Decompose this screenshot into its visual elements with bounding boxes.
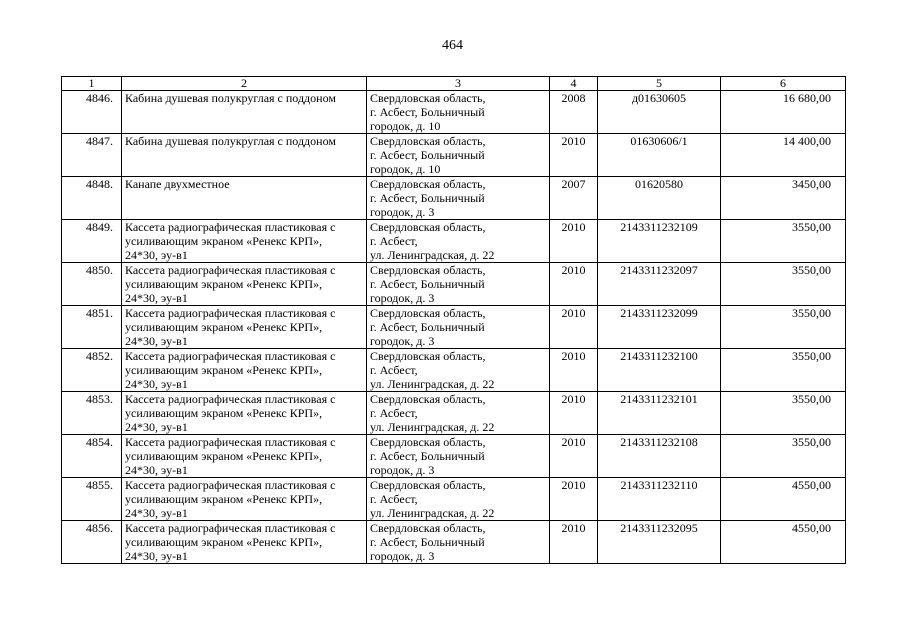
- address-cell-line: Свердловская область,: [370, 435, 486, 449]
- address-cell-line: г. Асбест, Больничный: [370, 105, 485, 119]
- address-cell: [367, 263, 550, 306]
- year-cell: 2010: [550, 435, 598, 478]
- row-number-cell: 4852.: [62, 349, 122, 392]
- table-row: [62, 306, 846, 349]
- year-cell: 2010: [550, 349, 598, 392]
- item-name-cell-line: 24*30, эу-в1: [125, 334, 188, 348]
- address-cell-line: Свердловская область,: [370, 349, 486, 363]
- year-cell: 2010: [550, 392, 598, 435]
- year-cell: 2010: [550, 521, 598, 564]
- item-name-cell-line: 24*30, эу-в1: [125, 549, 188, 563]
- cost-cell: 3550,00: [721, 220, 846, 263]
- property-table: [61, 76, 846, 564]
- item-name-cell-line: Кассета радиографическая пластиковая с: [125, 263, 336, 277]
- address-cell: [367, 306, 550, 349]
- item-name-cell-line: Кабина душевая полукруглая с поддоном: [125, 134, 336, 148]
- item-name-cell-line: Кабина душевая полукруглая с поддоном: [125, 91, 336, 105]
- item-name-cell-line: Кассета радиографическая пластиковая с: [125, 306, 336, 320]
- column-header: 4: [550, 77, 598, 91]
- item-name-cell-line: усиливающим экраном «Ренекс КРП»,: [125, 363, 323, 377]
- item-name-cell-line: Кассета радиографическая пластиковая с: [125, 220, 336, 234]
- item-name-cell-line: 24*30, эу-в1: [125, 291, 188, 305]
- item-name-cell-line: усиливающим экраном «Ренекс КРП»,: [125, 535, 323, 549]
- inventory-number-cell: 2143311232100: [598, 349, 721, 392]
- year-cell: 2010: [550, 220, 598, 263]
- page-number: 464: [442, 38, 463, 53]
- column-header: 1: [62, 77, 122, 91]
- address-cell-line: ул. Ленинградская, д. 22: [370, 506, 495, 520]
- address-cell-line: городок, д. 3: [370, 205, 435, 219]
- cost-cell: 3550,00: [721, 392, 846, 435]
- item-name-cell-line: усиливающим экраном «Ренекс КРП»,: [125, 277, 323, 291]
- address-cell-line: городок, д. 3: [370, 463, 435, 477]
- address-cell-line: г. Асбест,: [370, 234, 418, 248]
- item-name-cell-line: Кассета радиографическая пластиковая с: [125, 435, 336, 449]
- table-row: [62, 392, 846, 435]
- address-cell: [367, 521, 550, 564]
- row-number-cell: 4853.: [62, 392, 122, 435]
- item-name-cell-line: усиливающим экраном «Ренекс КРП»,: [125, 449, 323, 463]
- item-name-cell-line: Кассета радиографическая пластиковая с: [125, 521, 336, 535]
- item-name-cell: [122, 263, 367, 306]
- item-name-cell: [122, 435, 367, 478]
- item-name-cell-line: усиливающим экраном «Ренекс КРП»,: [125, 234, 323, 248]
- inventory-number-cell: 2143311232097: [598, 263, 721, 306]
- address-cell: [367, 478, 550, 521]
- address-cell-line: городок, д. 10: [370, 119, 441, 133]
- table-row: [62, 349, 846, 392]
- address-cell-line: Свердловская область,: [370, 134, 486, 148]
- item-name-cell-line: Канапе двухместное: [125, 177, 230, 191]
- address-cell-line: г. Асбест, Больничный: [370, 320, 485, 334]
- item-name-cell: [122, 349, 367, 392]
- year-cell: 2010: [550, 306, 598, 349]
- address-cell-line: г. Асбест,: [370, 363, 418, 377]
- cost-cell: 3450,00: [721, 177, 846, 220]
- address-cell-line: ул. Ленинградская, д. 22: [370, 420, 495, 434]
- cost-cell: 3550,00: [721, 263, 846, 306]
- row-number-cell: 4846.: [62, 91, 122, 134]
- row-number-cell: 4851.: [62, 306, 122, 349]
- address-cell-line: г. Асбест,: [370, 406, 418, 420]
- item-name-cell-line: 24*30, эу-в1: [125, 463, 188, 477]
- address-cell-line: городок, д. 3: [370, 334, 435, 348]
- address-cell: [367, 349, 550, 392]
- item-name-cell: [122, 478, 367, 521]
- address-cell-line: городок, д. 3: [370, 549, 435, 563]
- row-number-cell: 4847.: [62, 134, 122, 177]
- year-cell: 2010: [550, 478, 598, 521]
- item-name-cell: [122, 392, 367, 435]
- cost-cell: 3550,00: [721, 306, 846, 349]
- inventory-number-cell: 2143311232099: [598, 306, 721, 349]
- address-cell-line: г. Асбест, Больничный: [370, 535, 485, 549]
- item-name-cell-line: Кассета радиографическая пластиковая с: [125, 478, 336, 492]
- address-cell-line: ул. Ленинградская, д. 22: [370, 377, 495, 391]
- address-cell-line: Свердловская область,: [370, 306, 486, 320]
- item-name-cell: [122, 521, 367, 564]
- row-number-cell: 4849.: [62, 220, 122, 263]
- column-header: 2: [122, 77, 367, 91]
- header-row: [62, 77, 846, 91]
- address-cell-line: Свердловская область,: [370, 478, 486, 492]
- inventory-number-cell: 2143311232108: [598, 435, 721, 478]
- address-cell-line: Свердловская область,: [370, 91, 486, 105]
- item-name-cell-line: 24*30, эу-в1: [125, 506, 188, 520]
- address-cell-line: г. Асбест, Больничный: [370, 191, 485, 205]
- row-number-cell: 4850.: [62, 263, 122, 306]
- year-cell: 2010: [550, 263, 598, 306]
- inventory-number-cell: 2143311232095: [598, 521, 721, 564]
- year-cell: 2007: [550, 177, 598, 220]
- table-row: [62, 177, 846, 220]
- item-name-cell-line: усиливающим экраном «Ренекс КРП»,: [125, 492, 323, 506]
- column-header: 5: [598, 77, 721, 91]
- address-cell: [367, 392, 550, 435]
- address-cell-line: Свердловская область,: [370, 392, 486, 406]
- item-name-cell: [122, 177, 367, 220]
- cost-cell: 3550,00: [721, 349, 846, 392]
- item-name-cell-line: 24*30, эу-в1: [125, 420, 188, 434]
- address-cell-line: городок, д. 3: [370, 291, 435, 305]
- inventory-number-cell: 01620580: [598, 177, 721, 220]
- cost-cell: 4550,00: [721, 521, 846, 564]
- item-name-cell-line: 24*30, эу-в1: [125, 248, 188, 262]
- address-cell-line: ул. Ленинградская, д. 22: [370, 248, 495, 262]
- table-row: [62, 134, 846, 177]
- address-cell: [367, 177, 550, 220]
- cost-cell: 14 400,00: [721, 134, 846, 177]
- inventory-number-cell: 2143311232109: [598, 220, 721, 263]
- inventory-number-cell: 2143311232110: [598, 478, 721, 521]
- year-cell: 2008: [550, 91, 598, 134]
- item-name-cell: [122, 220, 367, 263]
- item-name-cell-line: 24*30, эу-в1: [125, 377, 188, 391]
- address-cell-line: городок, д. 10: [370, 162, 441, 176]
- cost-cell: 4550,00: [721, 478, 846, 521]
- address-cell: [367, 435, 550, 478]
- cost-cell: 16 680,00: [721, 91, 846, 134]
- column-header: 3: [367, 77, 550, 91]
- address-cell-line: Свердловская область,: [370, 220, 486, 234]
- item-name-cell-line: усиливающим экраном «Ренекс КРП»,: [125, 320, 323, 334]
- item-name-cell: [122, 134, 367, 177]
- year-cell: 2010: [550, 134, 598, 177]
- item-name-cell-line: Кассета радиографическая пластиковая с: [125, 349, 336, 363]
- cost-cell: 3550,00: [721, 435, 846, 478]
- table-body: [62, 91, 846, 564]
- inventory-number-cell: д01630605: [598, 91, 721, 134]
- item-name-cell: [122, 91, 367, 134]
- address-cell-line: Свердловская область,: [370, 177, 486, 191]
- table-row: [62, 263, 846, 306]
- row-number-cell: 4855.: [62, 478, 122, 521]
- table-row: [62, 220, 846, 263]
- row-number-cell: 4848.: [62, 177, 122, 220]
- address-cell: [367, 134, 550, 177]
- table-row: [62, 435, 846, 478]
- item-name-cell: [122, 306, 367, 349]
- table-row: [62, 91, 846, 134]
- table-row: [62, 478, 846, 521]
- row-number-cell: 4854.: [62, 435, 122, 478]
- row-number-cell: 4856.: [62, 521, 122, 564]
- address-cell-line: Свердловская область,: [370, 263, 486, 277]
- table-row: [62, 521, 846, 564]
- item-name-cell-line: Кассета радиографическая пластиковая с: [125, 392, 336, 406]
- address-cell: [367, 220, 550, 263]
- inventory-number-cell: 01630606/1: [598, 134, 721, 177]
- column-header: 6: [721, 77, 846, 91]
- inventory-number-cell: 2143311232101: [598, 392, 721, 435]
- address-cell-line: г. Асбест, Больничный: [370, 277, 485, 291]
- address-cell: [367, 91, 550, 134]
- address-cell-line: г. Асбест,: [370, 492, 418, 506]
- address-cell-line: г. Асбест, Больничный: [370, 449, 485, 463]
- address-cell-line: Свердловская область,: [370, 521, 486, 535]
- address-cell-line: г. Асбест, Больничный: [370, 148, 485, 162]
- item-name-cell-line: усиливающим экраном «Ренекс КРП»,: [125, 406, 323, 420]
